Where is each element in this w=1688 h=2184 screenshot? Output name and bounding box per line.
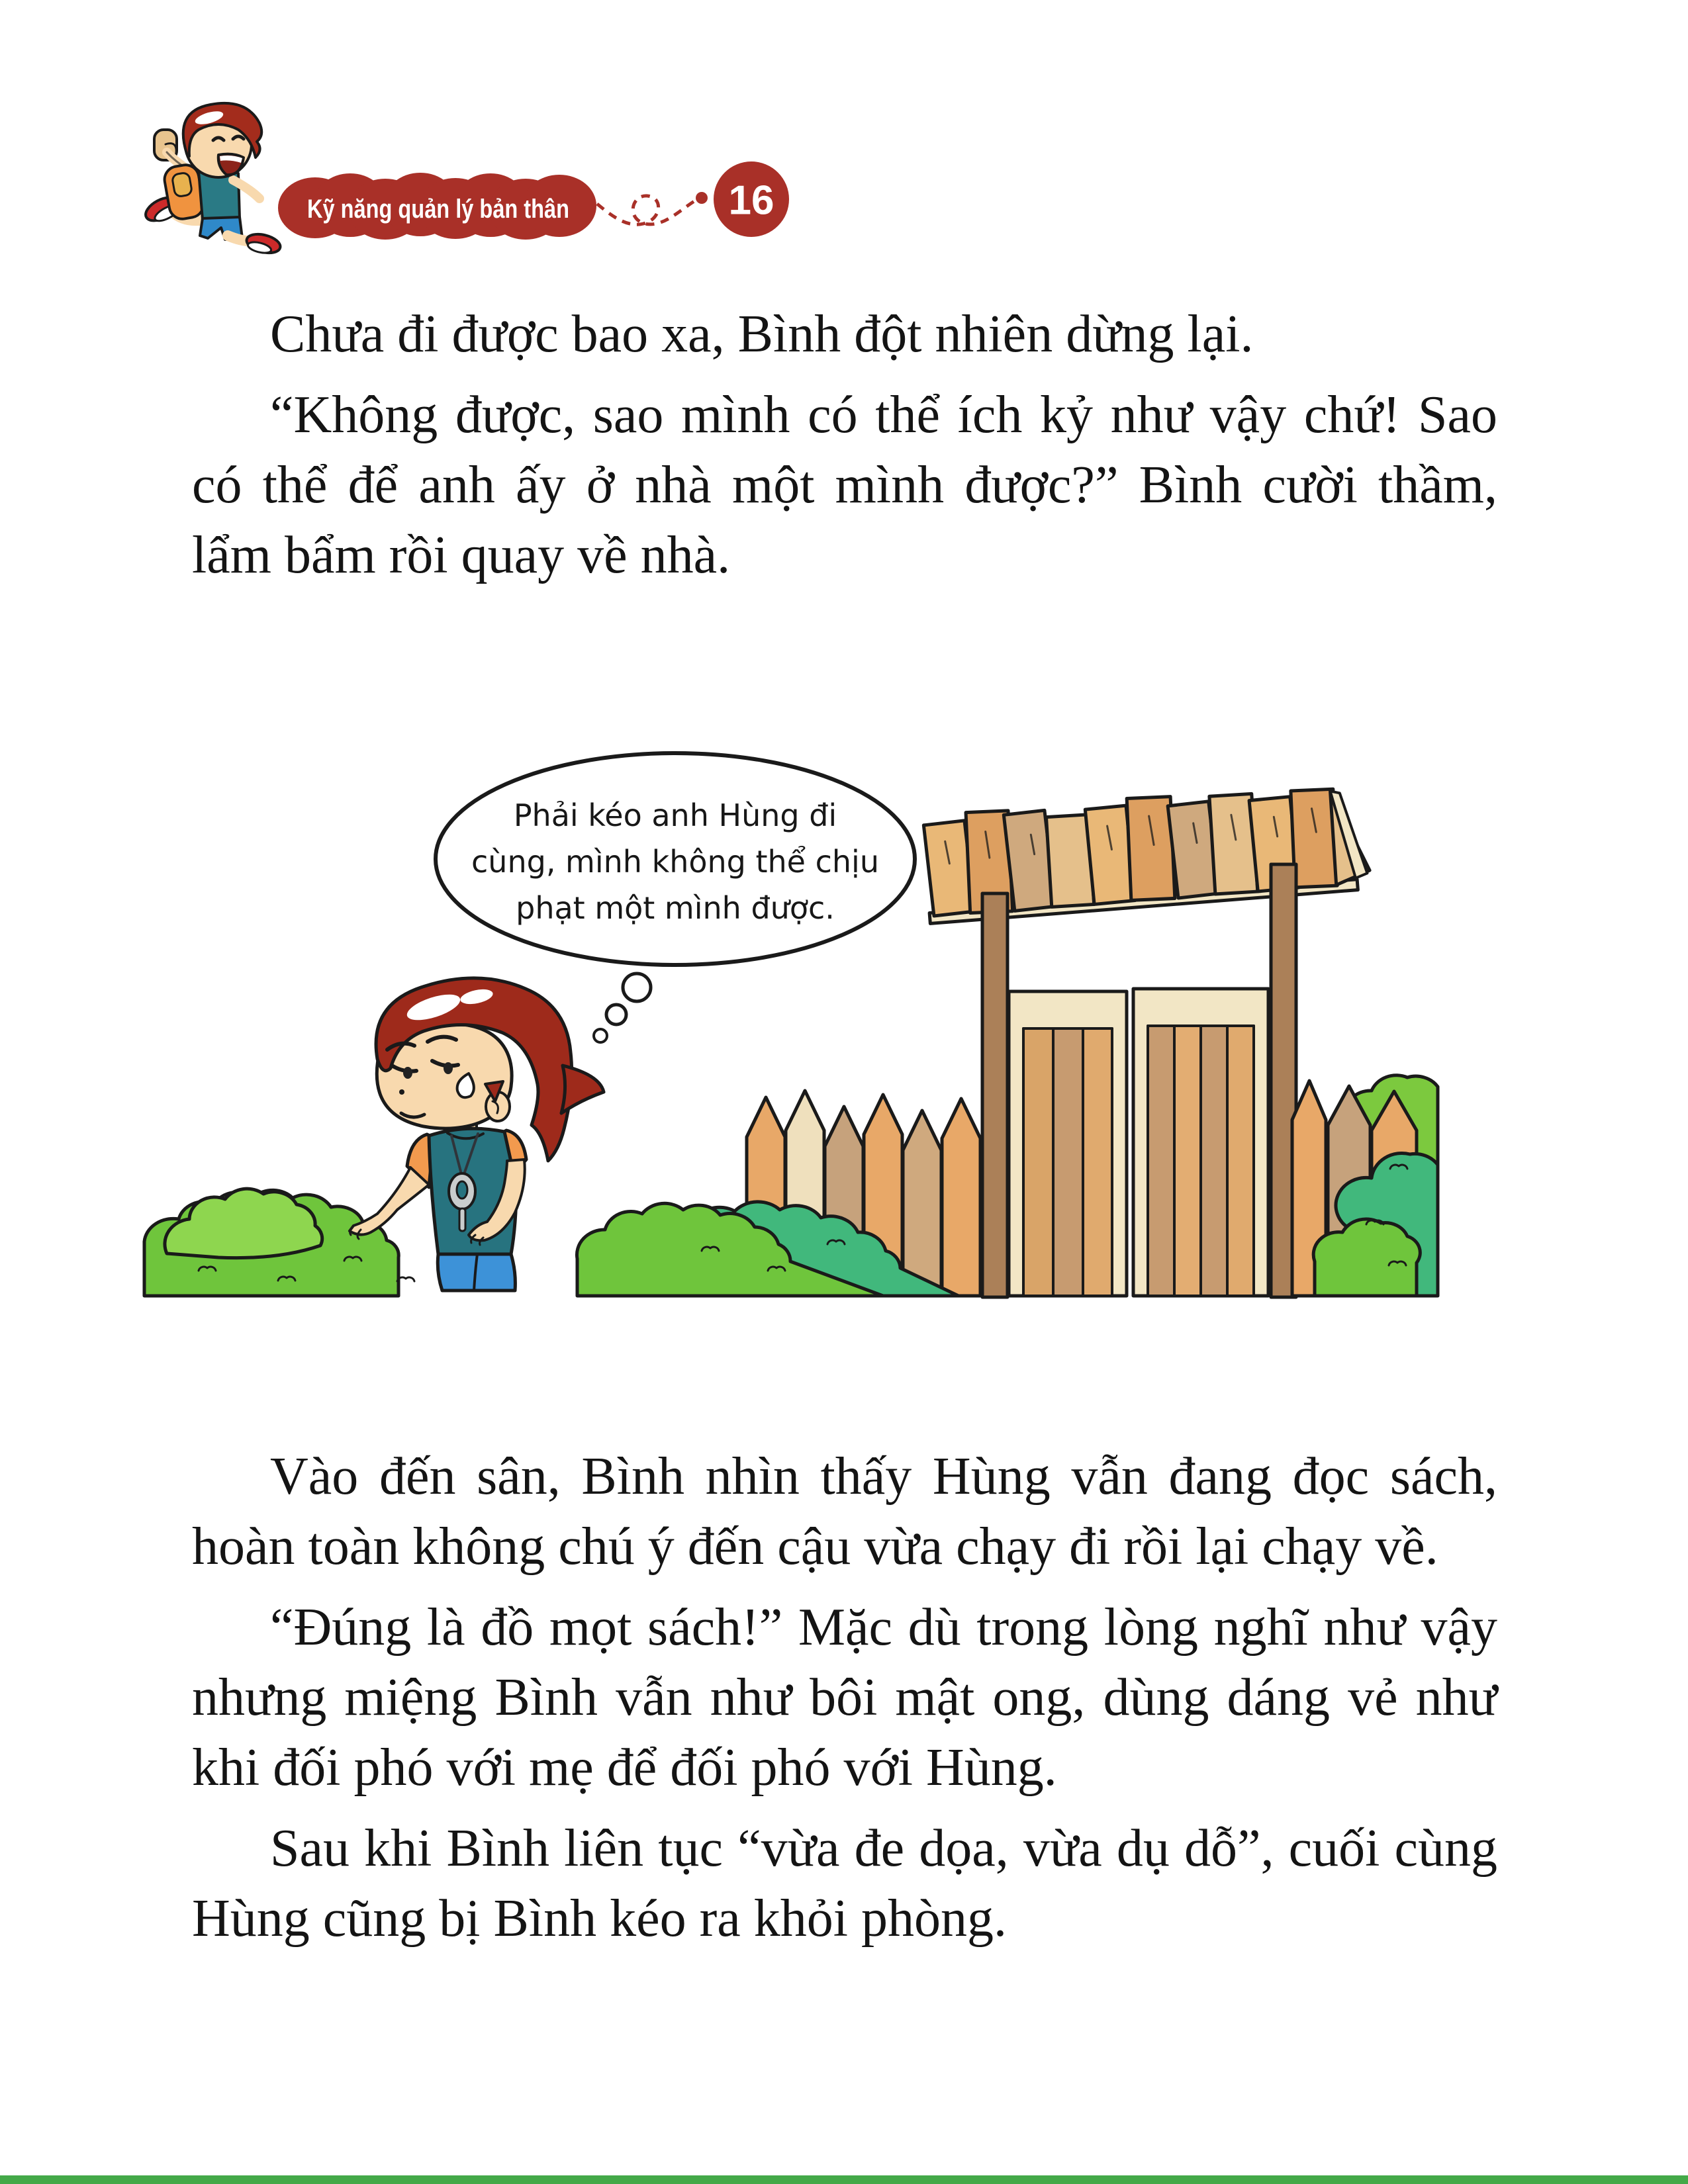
gate-door-right: [1133, 989, 1268, 1296]
story-text-bottom: [192, 1441, 1497, 1964]
paragraph: Chưa đi được bao xa, Bình đột nhiên dừng lại.: [270, 305, 1254, 363]
running-boy-with-backpack-icon: [142, 103, 282, 256]
series-title: Kỹ năng quản lý bản thân: [307, 195, 569, 224]
gate-door-left: [1009, 991, 1127, 1296]
thought-bubble-line3: phạt một mình được.: [516, 890, 835, 926]
page-edge-color-bar: [0, 2175, 1688, 2184]
paragraph: “Không được, sao mình có thể ích kỷ như vậy chứ! Sao có thể để anh ấy ở nhà một mình được?” Bình cười thầm, lẩm bẩm rồi quay về nhà.: [192, 386, 1497, 584]
thought-bubble-line1: Phải kéo anh Hùng đi: [513, 797, 837, 833]
page-number-badge: [714, 161, 789, 237]
dashed-squiggle-decoration: [597, 196, 696, 224]
paragraph: Vào đến sân, Bình nhìn thấy Hùng vẫn đang đọc sách, hoàn toàn không chú ý đến cậu vừa chạy đi rồi lại chạy về.: [192, 1447, 1497, 1576]
series-title-badge: [278, 173, 596, 240]
gate-post-left: [982, 893, 1008, 1297]
thought-bubble-line2: cùng, mình không thể chịu: [471, 844, 879, 880]
paragraph: “Đúng là đồ mọt sách!” Mặc dù trong lòng nghĩ như vậy nhưng miệng Bình vẫn như bôi mật ong, dùng dáng vẻ như khi đối phó với mẹ để đối phó với Hùng.: [192, 1598, 1497, 1797]
squiggle-end-dot: [696, 192, 708, 204]
paragraph: Sau khi Bình liên tục “vừa đe dọa, vừa dụ dỗ”, cuối cùng Hùng cũng bị Bình kéo ra khỏi phòng.: [192, 1819, 1497, 1948]
page-number: 16: [728, 177, 774, 224]
page-header: [0, 93, 1688, 291]
story-text-top: [192, 299, 1497, 601]
story-illustration: [0, 728, 1688, 1324]
